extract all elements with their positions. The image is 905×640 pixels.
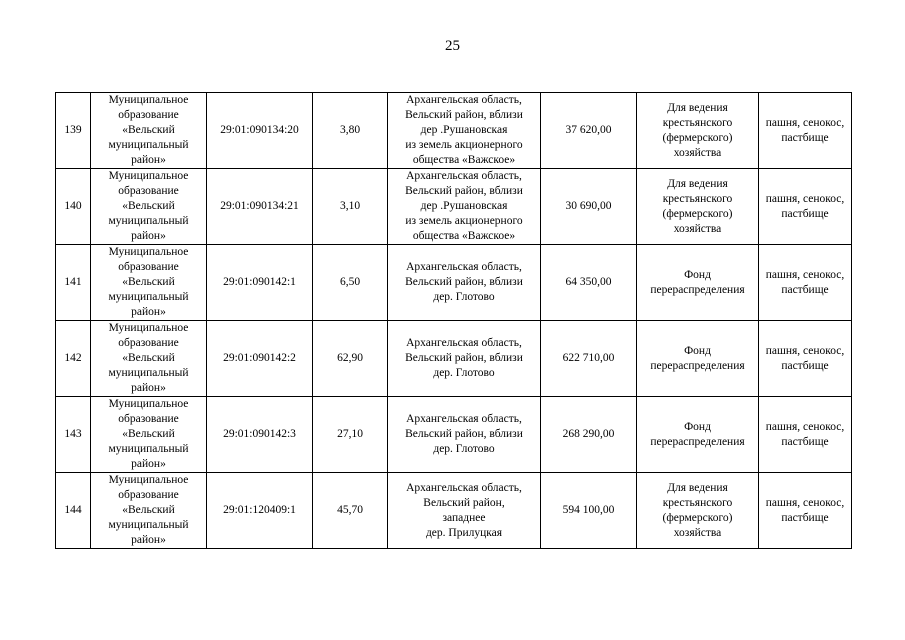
table-row bbox=[56, 245, 852, 321]
purpose-cell: Фонд перераспределения bbox=[637, 321, 759, 397]
row-number-cell: 143 bbox=[56, 397, 91, 473]
price-cell: 37 620,00 bbox=[541, 93, 637, 169]
owner-cell: Муниципальное образование «Вельский муниципальный район» bbox=[91, 93, 207, 169]
area-cell: 6,50 bbox=[313, 245, 388, 321]
area-cell: 3,80 bbox=[313, 93, 388, 169]
purpose-cell: Для ведения крестьянского (фермерского) хозяйства bbox=[637, 473, 759, 549]
purpose-cell: Фонд перераспределения bbox=[637, 245, 759, 321]
area-cell: 45,70 bbox=[313, 473, 388, 549]
price-cell: 622 710,00 bbox=[541, 321, 637, 397]
area-cell: 62,90 bbox=[313, 321, 388, 397]
cadastral-number-cell: 29:01:090142:3 bbox=[207, 397, 313, 473]
land-use-cell: пашня, сенокос, пастбище bbox=[759, 245, 852, 321]
land-use-cell: пашня, сенокос, пастбище bbox=[759, 473, 852, 549]
location-cell: Архангельская область, Вельский район, вблизи дер. Глотово bbox=[388, 245, 541, 321]
purpose-cell: Фонд перераспределения bbox=[637, 397, 759, 473]
owner-cell: Муниципальное образование «Вельский муниципальный район» bbox=[91, 245, 207, 321]
table-row bbox=[56, 169, 852, 245]
price-cell: 30 690,00 bbox=[541, 169, 637, 245]
page-number: 25 bbox=[445, 38, 460, 54]
land-use-cell: пашня, сенокос, пастбище bbox=[759, 397, 852, 473]
price-cell: 268 290,00 bbox=[541, 397, 637, 473]
location-cell: Архангельская область, Вельский район, вблизи дер .Рушановская из земель акционерного общества «Важское» bbox=[388, 169, 541, 245]
area-cell: 3,10 bbox=[313, 169, 388, 245]
purpose-cell: Для ведения крестьянского (фермерского) хозяйства bbox=[637, 169, 759, 245]
owner-cell: Муниципальное образование «Вельский муниципальный район» bbox=[91, 473, 207, 549]
row-number-cell: 141 bbox=[56, 245, 91, 321]
table-row bbox=[56, 93, 852, 169]
table-row bbox=[56, 473, 852, 549]
table-row bbox=[56, 397, 852, 473]
row-number-cell: 140 bbox=[56, 169, 91, 245]
location-cell: Архангельская область, Вельский район, западнее дер. Прилуцкая bbox=[388, 473, 541, 549]
price-cell: 64 350,00 bbox=[541, 245, 637, 321]
cadastral-number-cell: 29:01:090134:21 bbox=[207, 169, 313, 245]
row-number-cell: 144 bbox=[56, 473, 91, 549]
land-use-cell: пашня, сенокос, пастбище bbox=[759, 169, 852, 245]
location-cell: Архангельская область, Вельский район, вблизи дер. Глотово bbox=[388, 397, 541, 473]
price-cell: 594 100,00 bbox=[541, 473, 637, 549]
owner-cell: Муниципальное образование «Вельский муниципальный район» bbox=[91, 169, 207, 245]
cadastral-number-cell: 29:01:090142:1 bbox=[207, 245, 313, 321]
area-cell: 27,10 bbox=[313, 397, 388, 473]
land-use-cell: пашня, сенокос, пастбище bbox=[759, 93, 852, 169]
land-plots-table bbox=[55, 92, 852, 549]
cadastral-number-cell: 29:01:120409:1 bbox=[207, 473, 313, 549]
cadastral-number-cell: 29:01:090142:2 bbox=[207, 321, 313, 397]
row-number-cell: 139 bbox=[56, 93, 91, 169]
land-use-cell: пашня, сенокос, пастбище bbox=[759, 321, 852, 397]
location-cell: Архангельская область, Вельский район, вблизи дер .Рушановская из земель акционерного общества «Важское» bbox=[388, 93, 541, 169]
owner-cell: Муниципальное образование «Вельский муниципальный район» bbox=[91, 397, 207, 473]
table-row bbox=[56, 321, 852, 397]
cadastral-number-cell: 29:01:090134:20 bbox=[207, 93, 313, 169]
owner-cell: Муниципальное образование «Вельский муниципальный район» bbox=[91, 321, 207, 397]
location-cell: Архангельская область, Вельский район, вблизи дер. Глотово bbox=[388, 321, 541, 397]
purpose-cell: Для ведения крестьянского (фермерского) хозяйства bbox=[637, 93, 759, 169]
row-number-cell: 142 bbox=[56, 321, 91, 397]
